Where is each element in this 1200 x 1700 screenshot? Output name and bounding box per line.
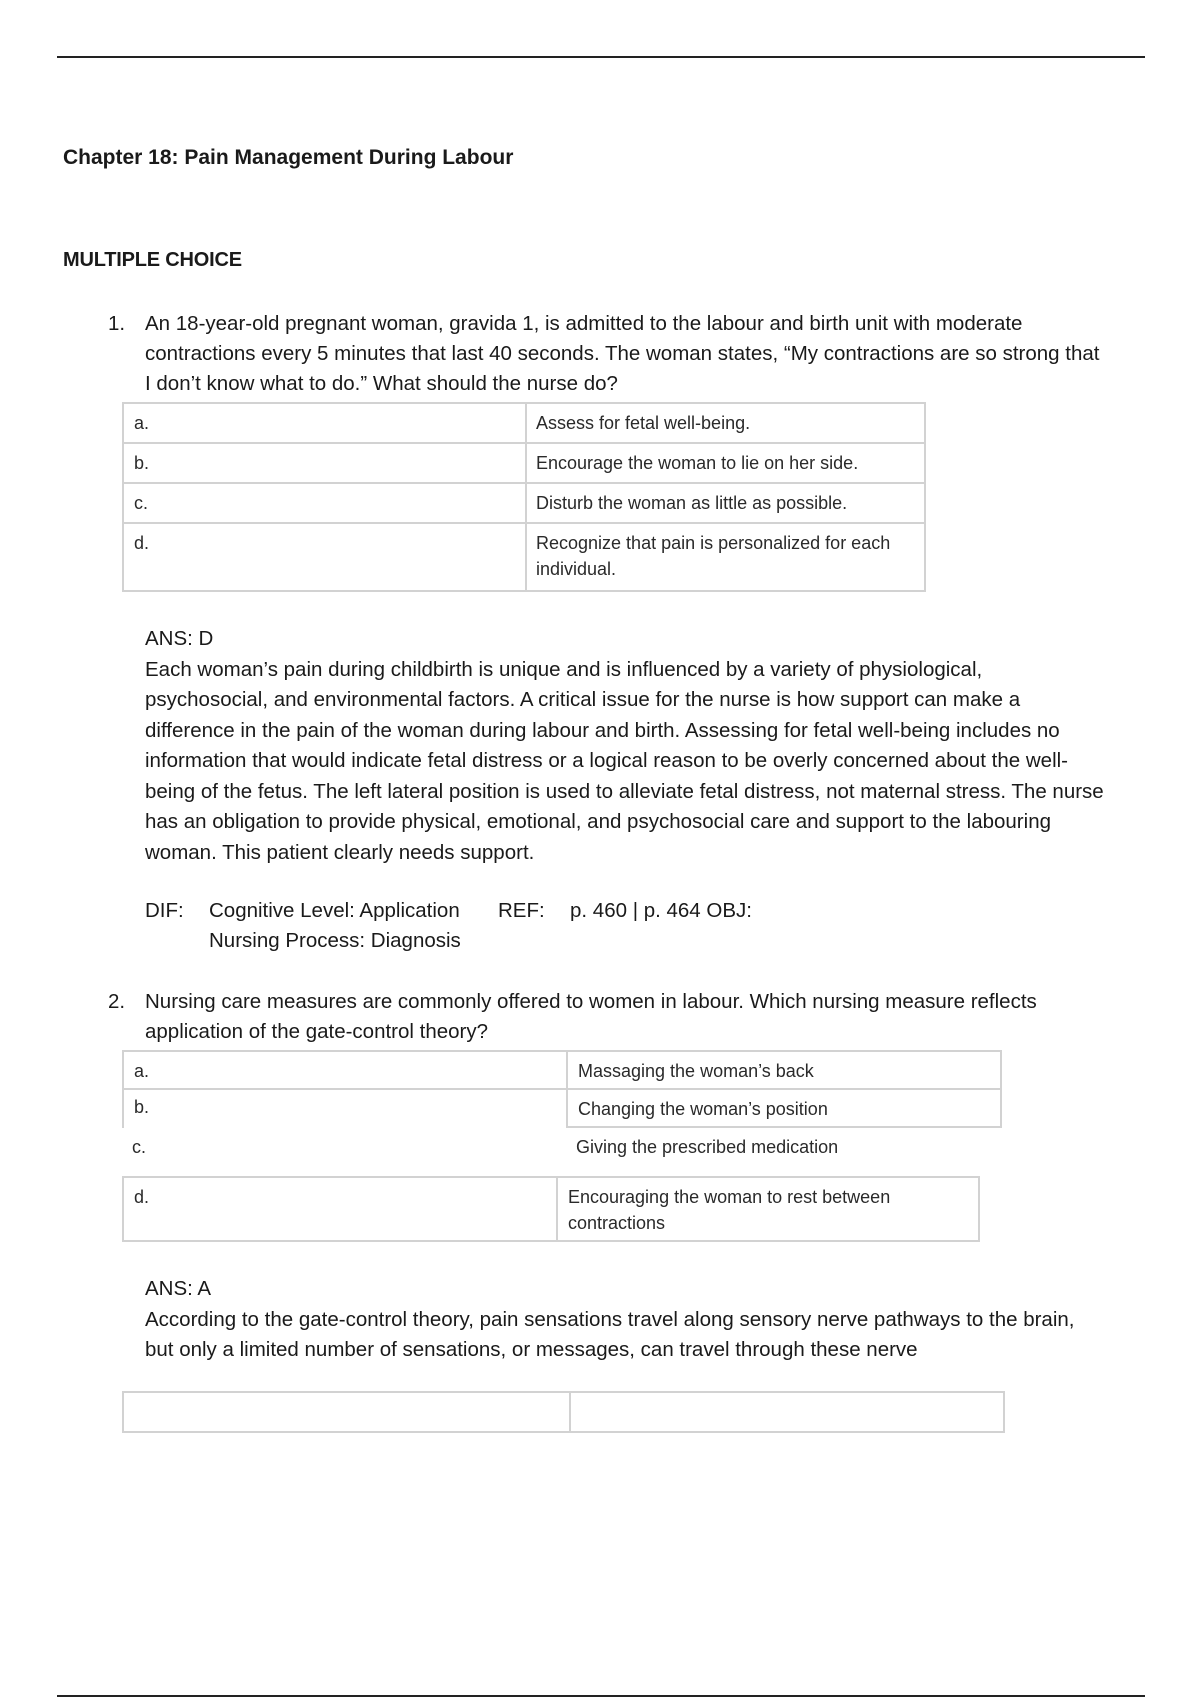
option-text: Changing the woman’s position bbox=[566, 1088, 1002, 1128]
option-letter: b. bbox=[122, 1088, 568, 1128]
ref-value: p. 460 | p. 464 OBJ: bbox=[570, 899, 752, 922]
option-row bbox=[123, 483, 925, 523]
option-row bbox=[123, 443, 925, 483]
answer-block-q2 bbox=[145, 1274, 1105, 1366]
question-number: 2. bbox=[108, 990, 126, 1013]
question-2 bbox=[108, 987, 1108, 1047]
answer-key: ANS: D bbox=[145, 627, 214, 650]
question-stem: Nursing care measures are commonly offered to women in labour. Which nursing measure reflects application of the gate-control theory? bbox=[145, 990, 1037, 1043]
bottom-rule bbox=[57, 1695, 1145, 1697]
empty-table-cell bbox=[569, 1391, 1005, 1433]
chapter-title: Chapter 18: Pain Management During Labour bbox=[63, 146, 514, 169]
section-heading: MULTIPLE CHOICE bbox=[63, 249, 242, 271]
nursing-process: Nursing Process: Diagnosis bbox=[209, 929, 461, 952]
dif-label: DIF: bbox=[145, 899, 184, 922]
ref-label: REF: bbox=[498, 899, 545, 922]
option-letter: d. bbox=[122, 1176, 558, 1242]
rationale: Each woman’s pain during childbirth is unique and is influenced by a variety of physiological, psychosocial, and environmental factors. A critical issue for the nurse is how support can make a difference in the pain of the woman during labour and birth. Assessing for fetal well-being includes no information that would indicate fetal distress or a logical reason to be overly concerned about the well-being of the fetus. The left lateral position is used to alleviate fetal distress, not maternal stress. The nurse has an obligation to provide physical, emotional, and psychosocial care and support to the labouring woman. This patient clearly needs support. bbox=[145, 657, 1104, 864]
empty-table-cell bbox=[122, 1391, 571, 1433]
dif-value: Cognitive Level: Application bbox=[209, 899, 460, 922]
option-letter: c. bbox=[132, 1137, 147, 1157]
answer-key: ANS: A bbox=[145, 1277, 212, 1300]
question-stem: An 18-year-old pregnant woman, gravida 1, is admitted to the labour and birth unit with moderate contractions every 5 minutes that last 40 seconds. The woman states, “My contractions are so strong that I don’t know what to do.” What should the nurse do? bbox=[145, 312, 1100, 395]
option-row bbox=[123, 523, 925, 591]
question-1 bbox=[108, 309, 1108, 399]
top-rule bbox=[57, 56, 1145, 58]
option-text: Encouraging the woman to rest between contractions bbox=[556, 1176, 980, 1242]
option-text: Disturb the woman as little as possible. bbox=[526, 483, 925, 523]
option-letter: a. bbox=[122, 1050, 568, 1090]
answer-block-q1 bbox=[145, 624, 1105, 868]
option-text: Massaging the woman’s back bbox=[566, 1050, 1002, 1090]
option-row bbox=[123, 403, 925, 443]
option-text: Assess for fetal well-being. bbox=[526, 403, 925, 443]
options-table-q1 bbox=[122, 402, 926, 592]
option-letter: d. bbox=[123, 523, 526, 591]
option-text: Recognize that pain is personalized for each individual. bbox=[526, 523, 925, 591]
rationale: According to the gate-control theory, pain sensations travel along sensory nerve pathways to the brain, but only a limited number of sensations, or messages, can travel through these nerve bbox=[145, 1307, 1075, 1361]
option-letter: b. bbox=[123, 443, 526, 483]
question-number: 1. bbox=[108, 312, 126, 335]
option-letter: c. bbox=[123, 483, 526, 523]
option-text: Giving the prescribed medication bbox=[576, 1137, 839, 1157]
option-text: Encourage the woman to lie on her side. bbox=[526, 443, 925, 483]
option-letter: a. bbox=[123, 403, 526, 443]
